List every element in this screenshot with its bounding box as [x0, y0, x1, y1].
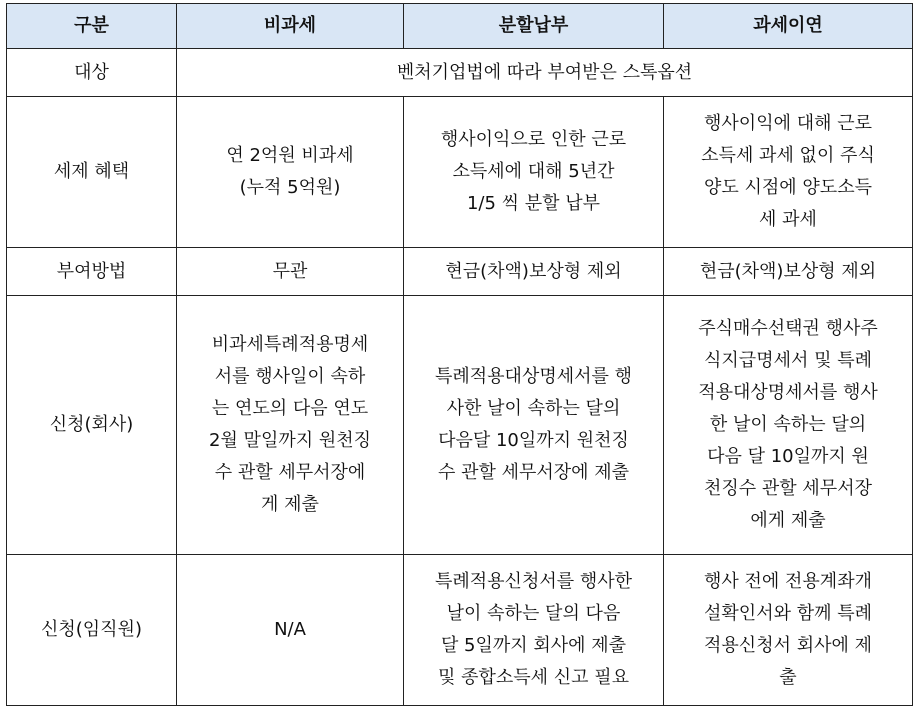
table-row-company — [7, 296, 913, 555]
employee-deferral-line: 설확인서와 함께 특례 — [704, 603, 872, 624]
benefit-deferral-cell — [664, 97, 913, 248]
benefit-deferral-line: 소득세 과세 없이 주식 — [701, 145, 875, 166]
row-label-method: 부여방법 — [7, 248, 177, 296]
method-deferral-cell: 현금(차액)보상형 제외 — [664, 248, 913, 296]
company-installment-line: 수 관할 세무서장에 제출 — [437, 462, 630, 483]
company-deferral-line: 천징수 관할 세무서장 — [704, 478, 872, 499]
company-nontax-cell — [177, 296, 404, 555]
employee-nontax-cell: N/A — [177, 555, 404, 706]
benefit-installment-cell — [404, 97, 664, 248]
employee-deferral-cell — [664, 555, 913, 706]
company-deferral-line: 주식매수선택권 행사주 — [698, 318, 878, 339]
benefit-nontax-line: 연 2억원 비과세 — [226, 145, 354, 166]
company-installment-cell — [404, 296, 664, 555]
row-label-benefit: 세제 혜택 — [7, 97, 177, 248]
employee-deferral-line: 출 — [779, 667, 797, 688]
company-installment-line: 다음달 10일까지 원천징 — [438, 430, 629, 451]
benefit-deferral-line: 행사이익에 대해 근로 — [704, 113, 872, 134]
employee-deferral-line: 행사 전에 전용계좌개 — [704, 571, 872, 592]
company-deferral-line: 한 날이 속하는 달의 — [709, 414, 867, 435]
employee-installment-line: 달 5일까지 회사에 제출 — [440, 635, 627, 656]
benefit-installment-line: 소득세에 대해 5년간 — [452, 161, 615, 182]
company-deferral-line: 식지급명세서 및 특례 — [704, 350, 872, 371]
target-value: 벤처기업법에 따라 부여받은 스톡옵션 — [177, 49, 913, 97]
company-deferral-line: 다음 달 10일까지 원 — [707, 446, 869, 467]
table-row-benefit — [7, 97, 913, 248]
company-nontax-line: 수 관할 세무서장에 — [214, 462, 366, 483]
company-installment-line: 사한 날이 속하는 달의 — [446, 398, 621, 419]
employee-installment-line: 날이 속하는 달의 다음 — [446, 603, 621, 624]
employee-installment-cell — [404, 555, 664, 706]
company-deferral-line: 적용대상명세서를 행사 — [698, 382, 878, 403]
employee-installment-line: 및 종합소득세 신고 필요 — [437, 667, 630, 688]
header-installment: 분할납부 — [404, 4, 664, 49]
company-nontax-line: 게 제출 — [261, 494, 319, 515]
company-deferral-cell — [664, 296, 913, 555]
company-nontax-line: 2월 말일까지 원천징 — [209, 430, 371, 451]
stock-option-tax-table — [6, 3, 913, 706]
benefit-installment-line: 행사이익으로 인한 근로 — [440, 129, 627, 150]
employee-deferral-line: 적용신청서 회사에 제 — [704, 635, 872, 656]
header-deferral: 과세이연 — [664, 4, 913, 49]
benefit-deferral-line: 양도 시점에 양도소득 — [704, 177, 872, 198]
header-category: 구분 — [7, 4, 177, 49]
row-label-employee: 신청(임직원) — [7, 555, 177, 706]
header-nontax: 비과세 — [177, 4, 404, 49]
company-nontax-line: 는 연도의 다음 연도 — [211, 398, 369, 419]
method-nontax-cell: 무관 — [177, 248, 404, 296]
table-row-method — [7, 248, 913, 296]
table-row-target — [7, 49, 913, 97]
company-installment-line: 특례적용대상명세서를 행 — [435, 366, 632, 387]
company-nontax-line: 비과세특례적용명세 — [211, 334, 369, 355]
benefit-installment-line: 1/5 씩 분할 납부 — [466, 193, 601, 214]
header-row — [7, 4, 913, 49]
table-row-employee — [7, 555, 913, 706]
benefit-nontax-cell — [177, 97, 404, 248]
company-deferral-line: 에게 제출 — [750, 510, 826, 531]
row-label-target: 대상 — [7, 49, 177, 97]
company-nontax-line: 서를 행사일이 속하 — [214, 366, 366, 387]
benefit-nontax-line: (누적 5억원) — [239, 177, 341, 198]
row-label-company: 신청(회사) — [7, 296, 177, 555]
benefit-deferral-line: 세 과세 — [759, 209, 817, 230]
employee-installment-line: 특례적용신청서를 행사한 — [435, 571, 632, 592]
method-installment-cell: 현금(차액)보상형 제외 — [404, 248, 664, 296]
